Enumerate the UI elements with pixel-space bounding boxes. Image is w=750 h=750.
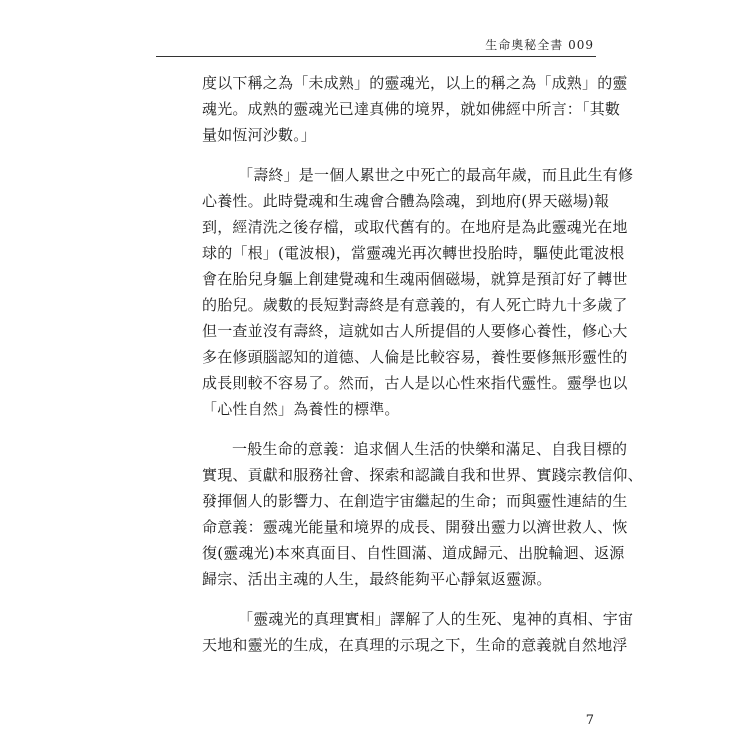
text-line: 到，經清洗之後存檔，或取代舊有的。在地府是為此靈魂光在地 <box>202 218 628 236</box>
page-number: 7 <box>585 713 594 728</box>
paragraph-1 <box>202 70 628 148</box>
body-text <box>202 70 643 672</box>
text-line: 「壽終」是一個人累世之中死亡的最高年歲，而且此生有修 <box>238 166 634 184</box>
text-line: 一般生命的意義：追求個人生活的快樂和滿足、自我目標的 <box>232 440 628 458</box>
paragraph-3 <box>202 436 643 592</box>
text-line: 但一查並沒有壽終，這就如古人所提倡的人要修心養性，修心大 <box>202 322 628 340</box>
text-line: 魂光。成熟的靈魂光已達真佛的境界，就如佛經中所言：「其數 <box>202 100 621 118</box>
text-line: 歸宗、活出主魂的人生，最終能夠平心靜氣返靈源。 <box>202 570 552 588</box>
text-line: 「心性自然」為養性的標準。 <box>202 400 400 418</box>
text-line: 多在修頭腦認知的道德、人倫是比較容易，養性要修無形靈性的 <box>202 348 628 366</box>
paragraph-2 <box>202 162 634 422</box>
header-rule <box>156 56 596 57</box>
text-line: 發揮個人的影響力、在創造宇宙繼起的生命；而與靈性連結的生 <box>202 492 628 510</box>
text-line: 實現、貢獻和服務社會、探索和認識自我和世界、實踐宗教信仰、 <box>202 466 643 484</box>
text-line: 命意義：靈魂光能量和境界的成長、開發出靈力以濟世救人、恢 <box>202 518 628 536</box>
text-line: 「靈魂光的真理實相」譯解了人的生死、鬼神的真相、宇宙 <box>238 610 634 628</box>
text-line: 球的「根」(電波根)，當靈魂光再次轉世投胎時，驅使此電波根 <box>202 244 625 262</box>
text-line: 天地和靈光的生成，在真理的示現之下，生命的意義就自然地浮 <box>202 636 628 654</box>
text-line: 度以下稱之為「未成熟」的靈魂光，以上的稱之為「成熟」的靈 <box>202 74 628 92</box>
paragraph-4 <box>202 606 634 658</box>
text-line: 會在胎兒身軀上創建覺魂和生魂兩個磁場，就算是預訂好了轉世 <box>202 270 628 288</box>
text-line: 成長則較不容易了。然而，古人是以心性來指代靈性。靈學也以 <box>202 374 628 392</box>
text-line: 的胎兒。歲數的長短對壽終是有意義的，有人死亡時九十多歲了 <box>202 296 628 314</box>
running-head: 生命奧秘全書 009 <box>485 38 594 52</box>
text-line: 量如恆河沙數。」 <box>202 126 317 144</box>
text-line: 心養性。此時覺魂和生魂會合體為陰魂，到地府(界天磁場)報 <box>202 192 610 210</box>
text-line: 復(靈魂光)本來真面目、自性圓滿、道成歸元、出脫輪迴、返源 <box>202 544 625 562</box>
